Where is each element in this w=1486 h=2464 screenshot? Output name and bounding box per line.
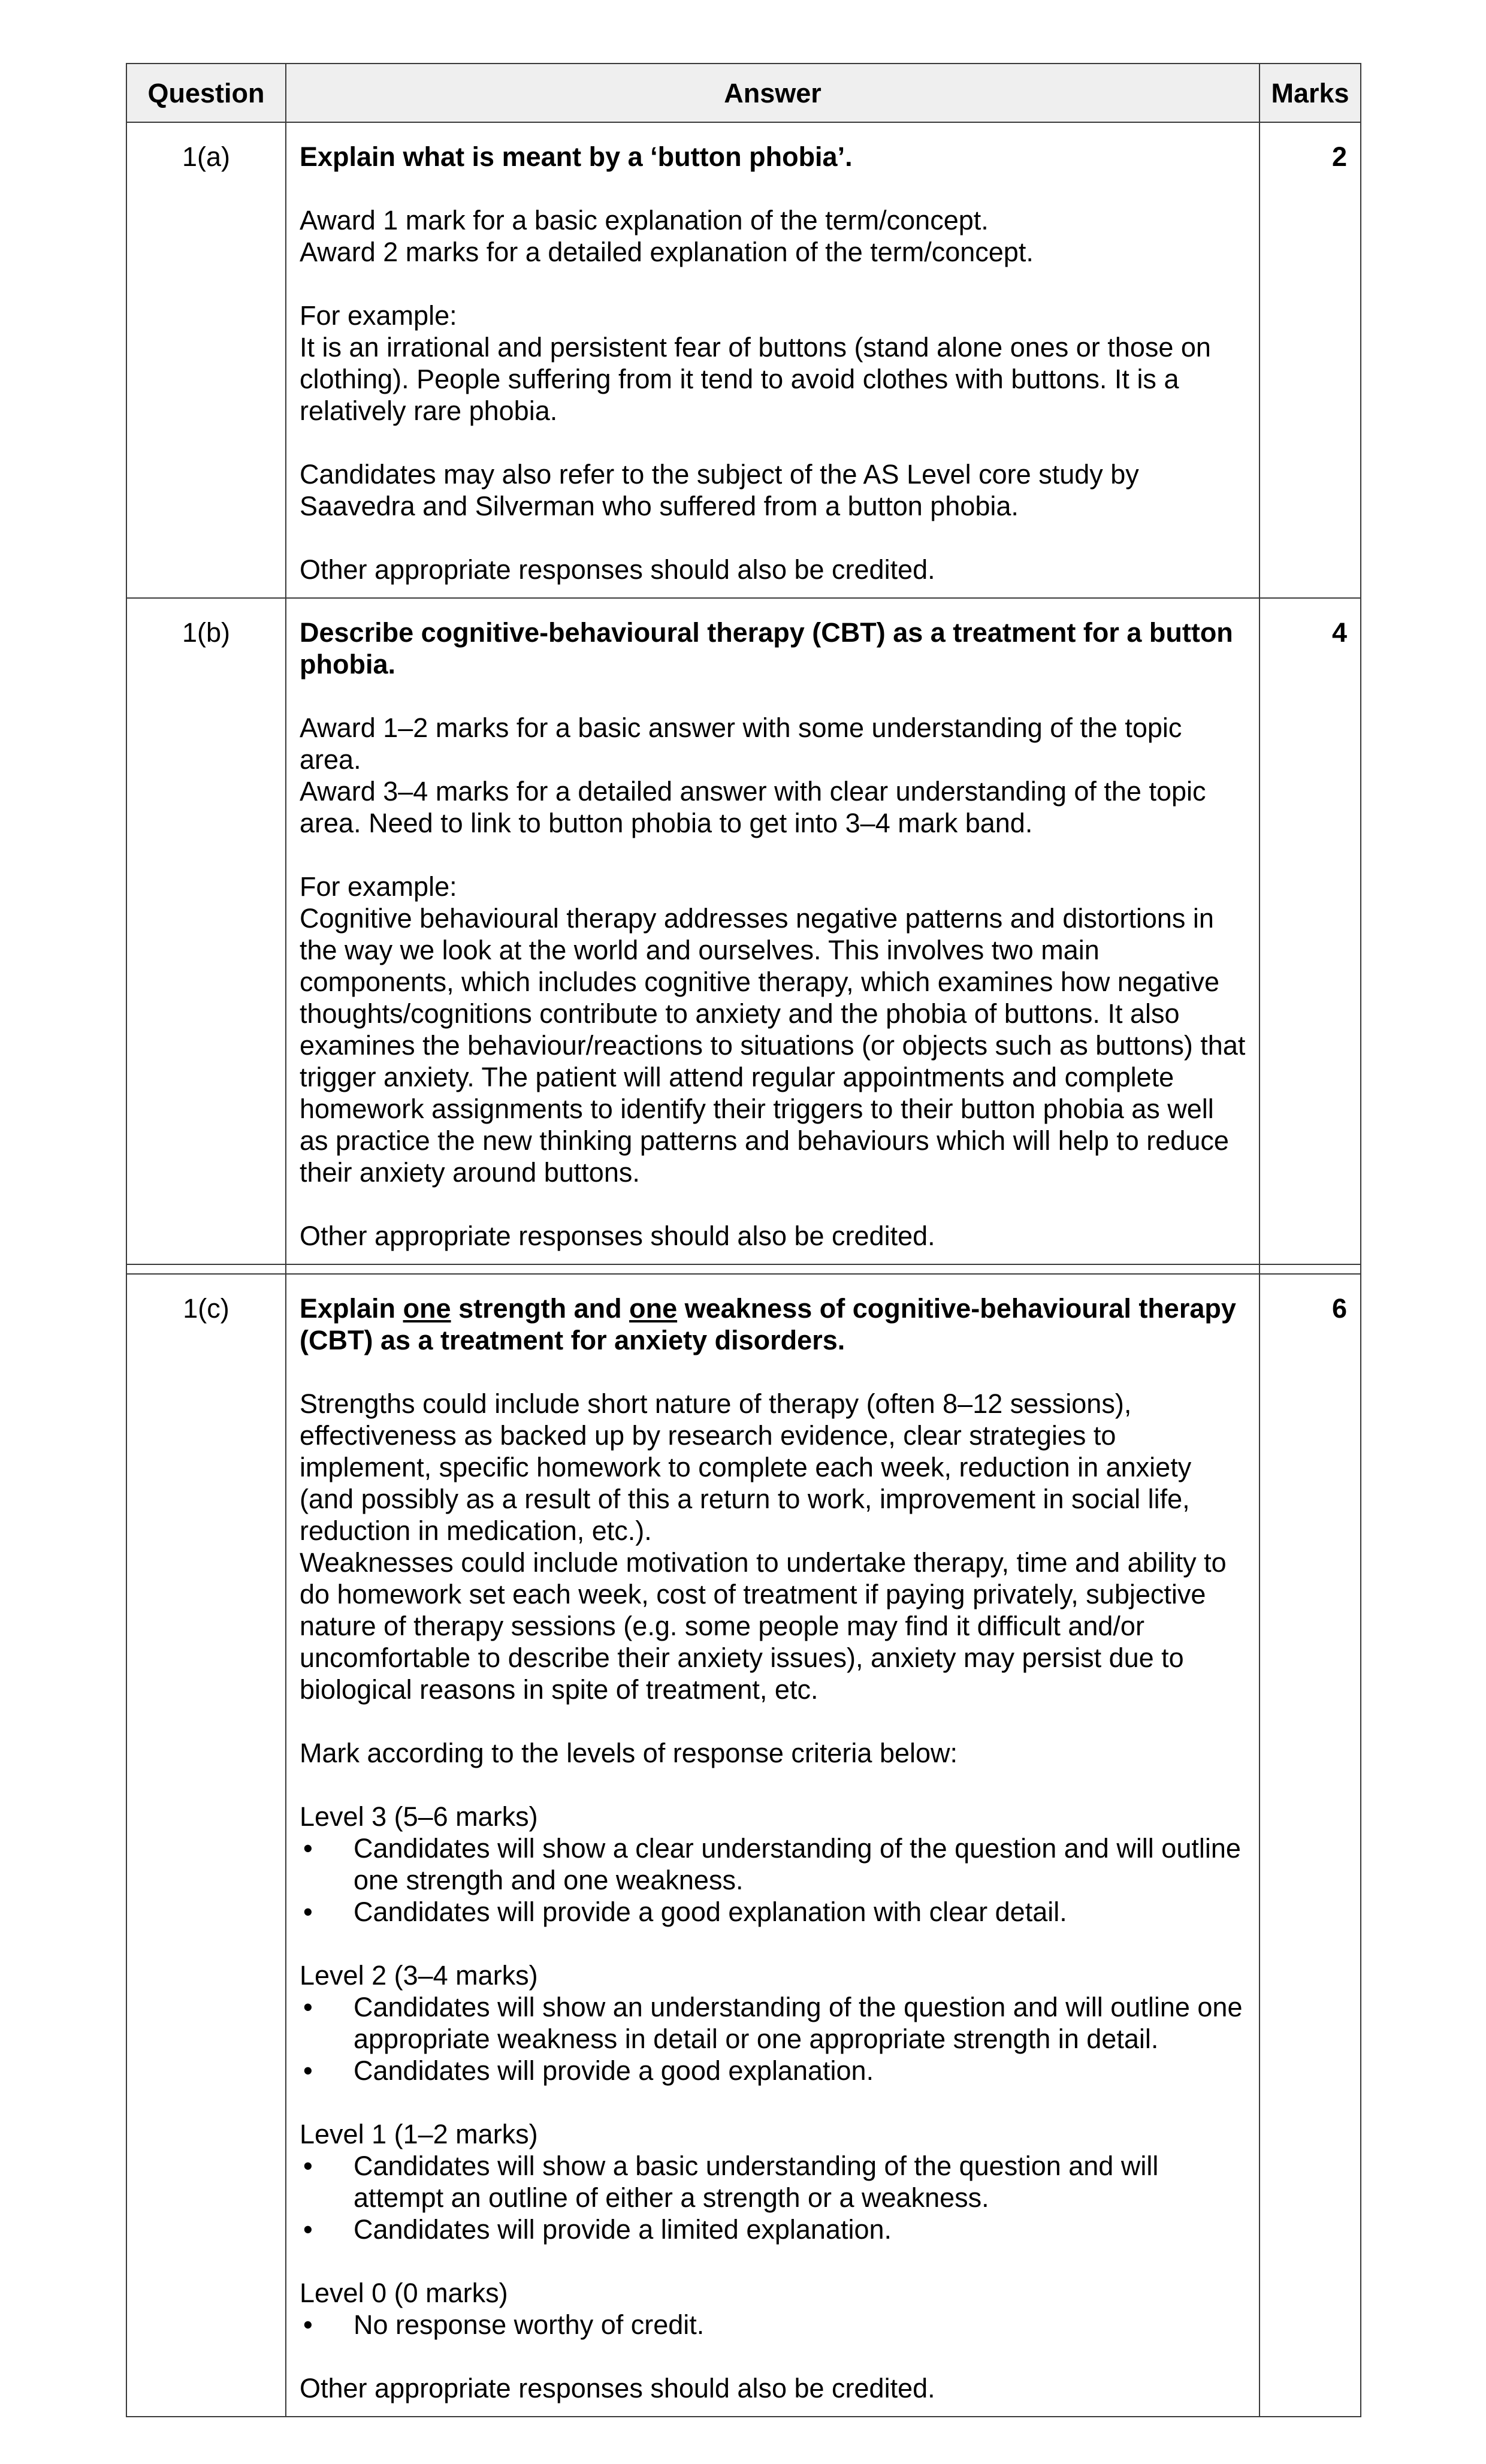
- table-header-row: [126, 64, 1361, 122]
- example-text-1a: It is an irrational and persistent fear of buttons (stand alone ones or those on clothing). People suffering from it tend to avoid clothes with buttons. It is a relatively rare phobia.: [300, 332, 1211, 426]
- list-item: • Candidates will provide a good explanation with clear detail.: [300, 1896, 1246, 1928]
- list-item: • Candidates will show a clear understanding of the question and will outline one strength and one weakness.: [300, 1832, 1246, 1896]
- other-responses-1b: Other appropriate responses should also be credited.: [300, 1221, 935, 1251]
- table-row-1b: [126, 598, 1361, 1264]
- question-title-1a: Explain what is meant by a ‘button phobia’.: [300, 141, 853, 172]
- question-number-1c: 1(c): [126, 1274, 286, 2417]
- bullet-icon: •: [303, 1833, 313, 1864]
- award-text-1a-2: Award 2 marks for a detailed explanation of the term/concept.: [300, 237, 1034, 267]
- level-block-3: [300, 1801, 1246, 1928]
- other-responses-1a: Other appropriate responses should also be credited.: [300, 554, 935, 585]
- table-row-1c: [126, 1274, 1361, 2417]
- bullet-icon: •: [303, 2214, 313, 2245]
- header-question: Question: [126, 64, 286, 122]
- mark-according-1c: Mark according to the levels of response criteria below:: [300, 1738, 958, 1768]
- example-label-1a: For example:: [300, 300, 457, 331]
- level-heading: Level 0 (0 marks): [300, 2278, 508, 2308]
- list-item: • No response worthy of credit.: [300, 2309, 1246, 2341]
- example-label-1b: For example:: [300, 871, 457, 902]
- award-text-1b-1: Award 1–2 marks for a basic answer with some understanding of the topic area.: [300, 712, 1182, 775]
- mark-scheme-page: [126, 63, 1360, 2417]
- award-text-1a-1: Award 1 mark for a basic explanation of the term/concept.: [300, 205, 989, 235]
- table-row-1a: [126, 122, 1361, 598]
- emphasis-one-1: one: [403, 1293, 451, 1324]
- answer-cell-1a: [286, 122, 1260, 598]
- question-title-1b: Describe cognitive-behavioural therapy (CBT) as a treatment for a button phobia.: [300, 617, 1233, 680]
- list-item: • Candidates will show a basic understanding of the question and will attempt an outline of either a strength or a weakness.: [300, 2150, 1246, 2214]
- award-text-1b-2: Award 3–4 marks for a detailed answer with clear understanding of the topic area. Need to link to button phobia to get into 3–4 mark band.: [300, 776, 1206, 838]
- level-block-0: [300, 2277, 1246, 2341]
- table-divider-row: [126, 1264, 1361, 1274]
- emphasis-one-2: one: [629, 1293, 678, 1324]
- bullet-icon: •: [303, 2309, 313, 2340]
- level-heading: Level 2 (3–4 marks): [300, 1960, 538, 1991]
- mark-scheme-table: [126, 63, 1361, 2417]
- question-number-1b: 1(b): [126, 598, 286, 1264]
- marks-1c: 6: [1260, 1274, 1361, 2417]
- question-title-1c: Explain one strength and one weakness of cognitive-behavioural therapy (CBT) as a treatment for anxiety disorders.: [300, 1293, 1236, 1355]
- level-heading: Level 3 (5–6 marks): [300, 1801, 538, 1832]
- level-block-2: [300, 1959, 1246, 2086]
- weaknesses-text-1c: Weaknesses could include motivation to undertake therapy, time and ability to do homework set each week, cost of treatment if paying privately, subjective nature of therapy sessions (e.g. some people may find it difficult and/or uncomfortable to describe their anxiety issues), anxiety may persist due to biological reasons in spite of treatment, etc.: [300, 1547, 1227, 1705]
- header-marks: Marks: [1260, 64, 1361, 122]
- bullet-icon: •: [303, 1992, 313, 2022]
- question-number-1a: 1(a): [126, 122, 286, 598]
- list-item: • Candidates will provide a limited explanation.: [300, 2214, 1246, 2245]
- bullet-icon: •: [303, 1897, 313, 1927]
- other-responses-1c: Other appropriate responses should also be credited.: [300, 2373, 935, 2403]
- example-text-1b: Cognitive behavioural therapy addresses negative patterns and distortions in the way we look at the world and ourselves. This involves two main components, which includes cognitive therapy, which examines how negative thoughts/cognitions contribute to anxiety and the phobia of buttons. It also examines the behaviour/reactions to situations (or objects such as buttons) that trigger anxiety. The patient will attend regular appointments and complete homework assignments to identify their triggers to their button phobia as well as practice the new thinking patterns and behaviours which will help to reduce their anxiety around buttons.: [300, 903, 1246, 1188]
- level-heading: Level 1 (1–2 marks): [300, 2119, 538, 2149]
- level-block-1: [300, 2118, 1246, 2245]
- list-item: • Candidates will provide a good explanation.: [300, 2055, 1246, 2086]
- extra-text-1a: Candidates may also refer to the subject of the AS Level core study by Saavedra and Silverman who suffered from a button phobia.: [300, 459, 1139, 521]
- header-answer: Answer: [286, 64, 1260, 122]
- answer-cell-1c: [286, 1274, 1260, 2417]
- list-item: • Candidates will show an understanding of the question and will outline one appropriate weakness in detail or one appropriate strength in detail.: [300, 1991, 1246, 2055]
- strengths-text-1c: Strengths could include short nature of therapy (often 8–12 sessions), effectiveness as backed up by research evidence, clear strategies to implement, specific homework to complete each week, reduction in anxiety (and possibly as a result of this a return to work, improvement in social life, reduction in medication, etc.).: [300, 1388, 1192, 1546]
- answer-cell-1b: [286, 598, 1260, 1264]
- marks-1b: 4: [1260, 598, 1361, 1264]
- bullet-icon: •: [303, 2055, 313, 2086]
- marks-1a: 2: [1260, 122, 1361, 598]
- bullet-icon: •: [303, 2151, 313, 2181]
